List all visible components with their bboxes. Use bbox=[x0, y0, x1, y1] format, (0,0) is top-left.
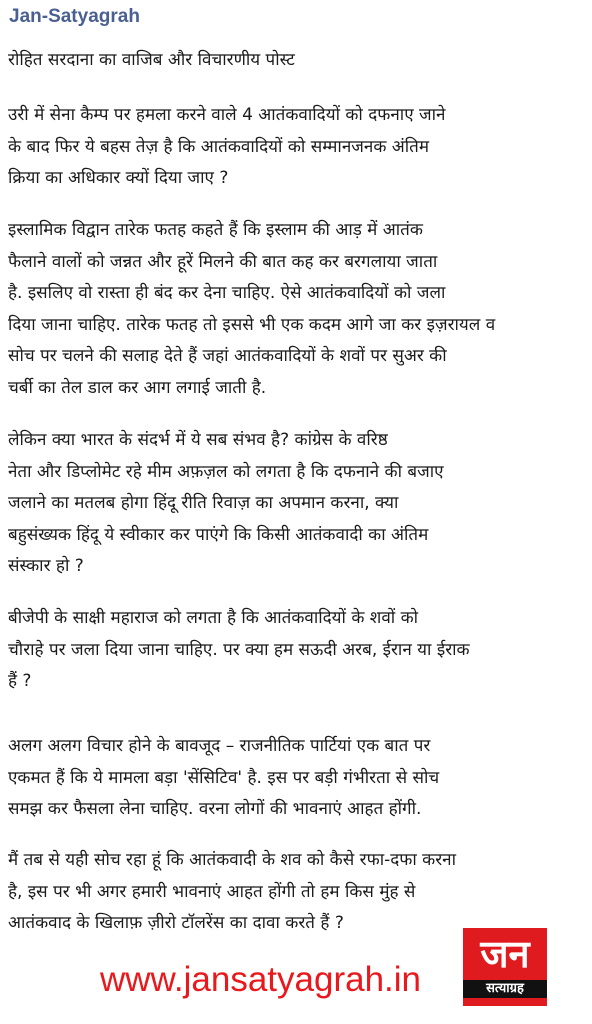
paragraph-line: जलाने का मतलब होगा हिंदू रीति रिवाज़ का अपमान करना, क्या bbox=[8, 493, 399, 513]
post-paragraph-7 bbox=[8, 845, 456, 940]
paragraph-line: अलग अलग विचार होने के बावजूद – राजनीतिक पार्टियां एक बात पर bbox=[8, 736, 431, 756]
paragraph-line: है. इसलिए वो रास्ता ही बंद कर देना चाहिए. ऐसे आतंकवादियों को जला bbox=[8, 283, 446, 303]
paragraph-line: सोच पर चलने की सलाह देते हैं जहां आतंकवादियों के शवों पर सुअर की bbox=[8, 346, 447, 366]
post-paragraph-4 bbox=[8, 425, 444, 583]
post-paragraph-3 bbox=[8, 215, 495, 404]
paragraph-line: इस्लामिक विद्वान तारेक फतह कहते हैं कि इस्लाम की आड़ में आतंक bbox=[8, 220, 423, 240]
watermark-url: www.jansatyagrah.in bbox=[100, 960, 421, 999]
paragraph-line: नेता और डिप्लोमेट रहे मीम अफ़ज़ल को लगता है कि दफनाने की बजाए bbox=[8, 461, 444, 482]
post-paragraph-2 bbox=[8, 100, 445, 195]
paragraph-line: उरी में सेना कैम्प पर हमला करने वाले 4 आतंकवादियों को दफनाए जाने bbox=[8, 105, 446, 125]
logo-main-text: जन bbox=[480, 932, 530, 976]
paragraph-line: चर्बी का तेल डाल कर आग लगाई जाती है. bbox=[8, 377, 267, 398]
post-paragraph-6 bbox=[8, 731, 439, 826]
paragraph-line: फैलाने वालों को जन्नत और हूरें मिलने की बात कह कर बरगलाया जाता bbox=[8, 251, 438, 272]
paragraph-line: के बाद फिर ये बहस तेज़ है कि आतंकवादियों को सम्मानजनक अंतिम bbox=[8, 136, 430, 157]
paragraph-line: आतंकवाद के खिलाफ़ ज़ीरो टॉलरेंस का दावा करते हैं ? bbox=[8, 913, 344, 933]
paragraph-line: एकमत हैं कि ये मामला बड़ा 'सेंसिटिव' है. इस पर बड़ी गंभीरता से सोच bbox=[8, 767, 440, 788]
paragraph-line: मैं तब से यही सोच रहा हूं कि आतंकवादी के शव को कैसे रफा-दफा करना bbox=[8, 850, 457, 870]
paragraph-line: लेकिन क्या भारत के संदर्भ में ये सब संभव है? कांग्रेस के वरिष्ठ bbox=[8, 430, 388, 450]
post-paragraph-1 bbox=[8, 45, 295, 77]
post-paragraph-5 bbox=[8, 603, 470, 698]
post-author-name[interactable]: Jan-Satyagrah bbox=[9, 6, 140, 27]
paragraph-line: रोहित सरदाना का वाजिब और विचारणीय पोस्ट bbox=[8, 50, 295, 70]
paragraph-line: है, इस पर भी अगर हमारी भावनाएं आहत होंगी तो हम किस मुंह से bbox=[8, 881, 416, 902]
paragraph-line: चौराहे पर जला दिया जाना चाहिए. पर क्या हम सऊदी अरब, ईरान या ईराक bbox=[8, 639, 470, 660]
paragraph-line: हैं ? bbox=[8, 671, 32, 691]
paragraph-line: बीजेपी के साक्षी महाराज को लगता है कि आतंकवादियों के शवों को bbox=[8, 608, 419, 628]
paragraph-line: बहुसंख्यक हिंदू ये स्वीकार कर पाएंगे कि किसी आतंकवादी का अंतिम bbox=[8, 524, 429, 545]
paragraph-line: क्रिया का अधिकार क्यों दिया जाए ? bbox=[8, 168, 229, 188]
paragraph-line: दिया जाना चाहिए. तारेक फतह तो इससे भी एक कदम आगे जा कर इज़रायल व bbox=[8, 314, 496, 335]
logo-sub-text: सत्याग्रह bbox=[463, 980, 547, 998]
paragraph-line: संस्कार हो ? bbox=[8, 556, 84, 576]
paragraph-line: समझ कर फैसला लेना चाहिए. वरना लोगों की भावनाएं आहत होंगी. bbox=[8, 799, 422, 819]
jansatyagrah-logo bbox=[463, 928, 547, 1006]
